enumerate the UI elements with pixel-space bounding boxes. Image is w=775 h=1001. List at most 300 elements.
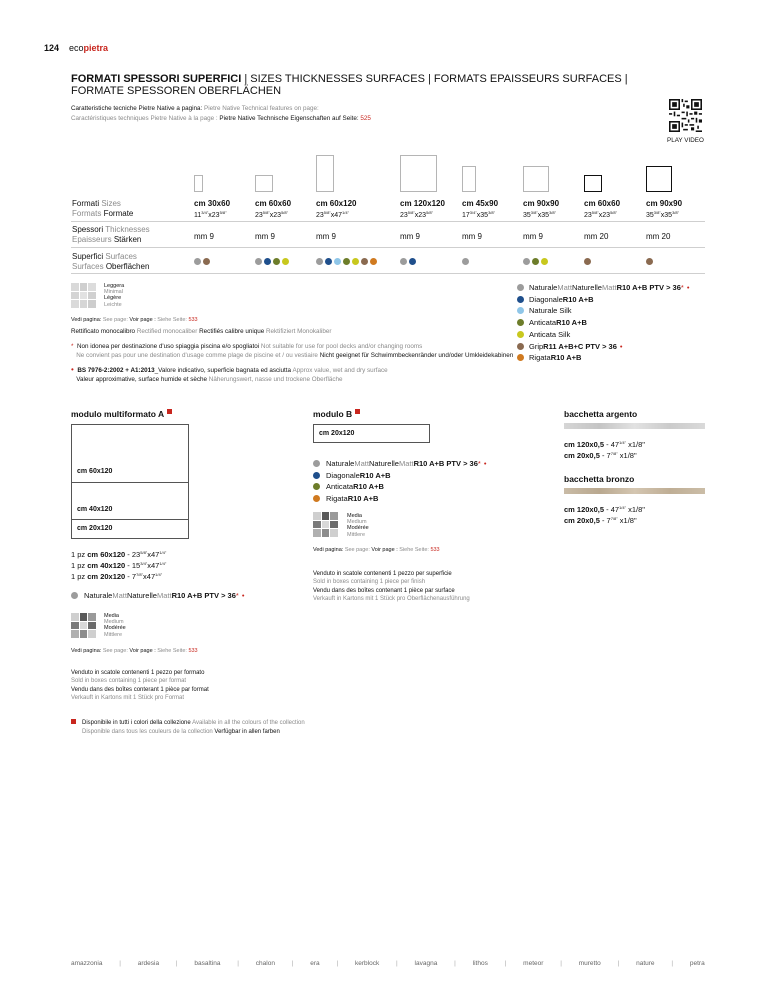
separator: | <box>560 960 562 967</box>
avail-fr: Disponible dans tous les couleurs de la collection <box>82 729 215 735</box>
finish-dots <box>462 258 469 265</box>
finish-name: Diagonale <box>326 470 360 480</box>
finish-dots <box>584 258 591 265</box>
row-label-thickness <box>72 225 150 245</box>
modulo-a-label-20x120: cm 20x120 <box>77 525 113 532</box>
color-dot-icon <box>400 258 407 265</box>
star-en: Not suitable for use for pool decks and/or changing rooms <box>260 343 423 350</box>
collection-link[interactable]: nature <box>636 960 655 967</box>
label-formati: Formati <box>72 199 100 208</box>
variation-medium-icon <box>313 512 338 537</box>
separator: | <box>454 960 456 967</box>
piece-inch: - 7 <box>125 572 137 581</box>
finish-spec: R10 A+B <box>556 318 587 328</box>
finish-name: Naturale Silk <box>529 306 572 316</box>
row-label-surfaces <box>72 252 149 272</box>
finish-name: Anticata <box>529 318 557 328</box>
tile-60x60-thick-icon <box>584 175 602 192</box>
format-inches <box>400 210 433 219</box>
bacchetta-bronzo-title: bacchetta bronzo <box>564 474 635 484</box>
sold-de: Verkauft in Kartons mit 1 Stück pro Oberflächenausführung <box>313 595 470 602</box>
star-mark: * <box>71 343 74 350</box>
piece-x: x47 <box>143 572 156 581</box>
moda-var-en: Medium <box>104 619 124 626</box>
var1-en: Minimal <box>104 289 123 296</box>
finish-en: Matt <box>557 283 572 292</box>
sold-en: Sold in boxes containing 1 piece per format <box>71 678 187 685</box>
bacchetta-frac: 7/8" <box>610 516 618 521</box>
crossref-it: Caratteristiche tecniche Pietre Native a pagina: <box>71 105 205 112</box>
inch-frac-b: 3/8" <box>488 210 496 215</box>
vedi-de: Siehe Seite: <box>155 648 189 654</box>
modulo-b-finish <box>313 482 384 491</box>
inch-a: 23 <box>584 212 592 219</box>
tile-60x60-icon <box>255 175 273 192</box>
label-superfici: Superfici <box>72 252 104 261</box>
bacchetta-cm: cm 20x0,5 <box>564 516 600 525</box>
inch-b: x23 <box>598 212 611 219</box>
format-cm: cm 45x90 <box>462 199 499 208</box>
modulo-b-finish <box>313 494 378 503</box>
piece-inch: - 23 <box>125 550 141 559</box>
finish-de: Matt <box>601 283 617 292</box>
piece-frac-1: 5/8" <box>140 550 148 555</box>
format-inches <box>194 210 227 219</box>
divider <box>71 247 705 248</box>
inch-frac-a: 3/4" <box>469 210 477 215</box>
inch-frac-a: 5/8" <box>591 210 599 215</box>
finish-name: Grip <box>529 341 544 351</box>
format-cm: cm 90x90 <box>523 199 560 208</box>
tile-90x90-thick-icon <box>646 166 672 192</box>
red-bullet-icon: • <box>71 365 74 374</box>
color-dot-icon <box>71 592 78 599</box>
color-dot-icon <box>194 258 201 265</box>
color-dot-icon <box>532 258 539 265</box>
moda-finish-star: * <box>235 591 239 600</box>
red-bullet-icon: • <box>241 591 245 600</box>
bacchetta-x: x1/8" <box>626 505 645 514</box>
vedi-page: 533 <box>188 648 198 654</box>
bacchetta-inch: - 47 <box>604 440 620 449</box>
piece-cm: cm 60x120 <box>87 550 126 559</box>
modulo-b-sold <box>313 570 470 603</box>
inch-b: x23 <box>414 212 427 219</box>
legend-item <box>517 295 594 304</box>
collection-link[interactable]: kerblock <box>355 960 380 967</box>
format-cm: cm 60x120 <box>316 199 357 208</box>
color-dot-icon <box>462 258 469 265</box>
divider <box>71 519 189 520</box>
finish-dots <box>400 258 416 265</box>
bacchetta-argento-title: bacchetta argento <box>564 409 638 419</box>
moda-var-it: Media <box>104 613 119 619</box>
color-dot-icon <box>343 258 350 265</box>
finish-spec: R10 A+B <box>359 470 391 480</box>
legend-item <box>517 283 689 292</box>
title-line2: FORMATE SPESSOREN OBERFLÄCHEN <box>71 85 282 97</box>
availability-note <box>71 719 305 737</box>
color-dot-icon <box>203 258 210 265</box>
piece-frac-2: 1/4" <box>159 561 167 566</box>
bacchetta-inch: - 47 <box>604 505 620 514</box>
format-cm: cm 60x60 <box>584 199 621 208</box>
collection-link[interactable]: lithos <box>472 960 488 967</box>
bacchetta-frac: 1/4" <box>619 440 627 445</box>
vedi-page: 533 <box>430 547 440 553</box>
color-dot-icon <box>313 472 320 479</box>
collection-link[interactable]: petra <box>689 960 705 967</box>
color-dot-icon <box>541 258 548 265</box>
piece-frac-2: 1/4" <box>155 572 163 577</box>
play-video-label[interactable]: PLAY VIDEO <box>667 137 704 144</box>
separator: | <box>671 960 674 967</box>
finish-fr: Naturelle <box>368 459 399 468</box>
format-thickness: mm 20 <box>584 232 609 241</box>
vedi-fr: Voir page : <box>371 547 398 553</box>
divider <box>71 221 705 222</box>
star-fr: Ne convient pas pour une destination d'usage comme plage de piscine et / ou vestiaire <box>76 351 320 359</box>
collection-link[interactable]: amazzonia <box>71 960 103 967</box>
bs-it: _Valore indicativo, superficie bagnata ed asciutta <box>154 367 293 374</box>
vedi-de: Siehe Seite: <box>397 547 431 553</box>
finish-star: * <box>477 459 481 468</box>
sold-de: Verkauft in Kartons mit 1 Stück pro Format <box>71 694 185 701</box>
vedi-fr: Voir page : <box>129 648 156 654</box>
variation-minimal-label <box>104 283 124 308</box>
red-bullet-icon: • <box>686 283 690 292</box>
brand-logo <box>69 43 108 53</box>
label-formate: Formate <box>103 209 134 218</box>
color-dot-icon <box>352 258 359 265</box>
sold-en: Sold in boxes containing 1 piece per finish <box>313 579 426 586</box>
finish-name: Rigata <box>529 353 551 363</box>
format-inches <box>584 210 617 219</box>
var1-it: Leggera <box>104 283 125 289</box>
color-dot-icon <box>370 258 377 265</box>
crossref-en: Pietre Native Technical features on page: <box>204 105 319 112</box>
piece-cm: cm 40x120 <box>87 561 126 570</box>
star-it: Non idonea per destinazione d'uso spiaggia piscina e/o spogliatoi <box>76 343 261 350</box>
modulo-b-title <box>313 409 360 419</box>
label-thicknesses: Thicknesses <box>105 225 150 234</box>
label-spessori: Spessori <box>72 225 104 234</box>
var1-fr: Légère <box>104 295 122 302</box>
page-title <box>71 73 671 97</box>
tile-60x120-icon <box>316 155 334 192</box>
format-thickness: mm 9 <box>194 232 214 241</box>
color-dot-icon <box>325 258 332 265</box>
separator: | <box>336 960 339 967</box>
piece-frac-2: 1/4" <box>159 550 167 555</box>
crossref-de: Pietre Native Technische Eigenschaften auf Seite: <box>219 115 361 122</box>
divider <box>71 482 189 483</box>
moda-finish-en: Matt <box>112 591 127 600</box>
format-cm: cm 60x60 <box>255 199 292 208</box>
color-dot-icon <box>255 258 262 265</box>
sold-it: Venduto in scatole contenenti 1 pezzo per superficie <box>313 571 452 577</box>
format-inches <box>523 210 556 219</box>
finish-dots <box>523 258 548 265</box>
format-cm: cm 120x120 <box>400 199 445 208</box>
inch-b: x23 <box>208 212 220 219</box>
moda-finish-spec: R10 A+B PTV > 36 <box>171 591 236 600</box>
vedi-fr: Voir page : <box>129 317 156 323</box>
inch-a: 23 <box>316 212 324 219</box>
legend-item <box>517 306 572 315</box>
separator: | <box>291 960 294 967</box>
row-label-sizes <box>72 199 133 219</box>
separator: | <box>396 960 398 967</box>
collection-link[interactable]: muretto <box>578 960 601 967</box>
rett-de: Rektifiziert Monokaliber <box>265 328 332 335</box>
bacchetta-inch: - 7 <box>599 451 611 460</box>
piece-row <box>71 548 166 559</box>
bacchetta-argento-swatch <box>564 423 705 429</box>
piece-frac-1: 3/4" <box>140 561 148 566</box>
inch-a: 11 <box>194 212 202 219</box>
format-inches <box>462 210 495 219</box>
bacchetta-cm: cm 20x0,5 <box>564 451 600 460</box>
red-bullet-icon: • <box>483 459 487 468</box>
legend-item <box>517 342 623 351</box>
label-surfaces-en: Surfaces <box>105 252 137 261</box>
inch-b: x47 <box>330 212 343 219</box>
color-dot-icon <box>517 319 524 326</box>
color-dot-icon <box>517 331 524 338</box>
collection-link[interactable]: chalon <box>255 960 275 967</box>
color-dot-icon <box>409 258 416 265</box>
inch-frac-a: 5/8" <box>262 210 270 215</box>
crossref <box>71 104 371 124</box>
vedi-page: 533 <box>188 317 198 323</box>
moda-finish-de: Matt <box>156 591 172 600</box>
sold-fr: Vendu dans des boîtes contenant 1 pièce par surface <box>313 587 455 594</box>
color-dot-icon <box>313 460 320 467</box>
page-number: 124 <box>44 43 60 53</box>
label-formats: Formats <box>72 209 102 218</box>
piece-qty: 1 pz <box>71 561 88 570</box>
avail-en: Available in all the colours of the collection <box>192 720 305 726</box>
see-page-b <box>313 546 440 555</box>
color-dot-icon <box>361 258 368 265</box>
finish-name: Rigata <box>326 493 348 503</box>
red-square-icon <box>355 409 360 414</box>
red-square-icon <box>71 719 76 724</box>
bacchetta-x: x1/8" <box>617 516 637 525</box>
inch-b: x23 <box>269 212 282 219</box>
modb-var-fr: Modérée <box>347 525 369 532</box>
collection-nav <box>71 960 705 967</box>
finish-dots <box>194 258 210 265</box>
bacchetta-frac: 1/4" <box>619 505 627 510</box>
piece-cm: cm 20x120 <box>87 572 126 581</box>
modb-var-it: Media <box>347 513 362 519</box>
color-dot-icon <box>517 343 524 350</box>
title-bold: FORMATI SPESSORI SUPERFICI <box>71 73 242 85</box>
bacchetta-inch: - 7 <box>599 516 611 525</box>
bacchetta-bronzo-rows <box>564 503 645 525</box>
format-cm: cm 30x60 <box>194 199 231 208</box>
inch-frac-a: 3/4" <box>201 210 209 215</box>
tile-30x60-icon <box>194 175 203 192</box>
bacchetta-bronzo-swatch <box>564 488 705 494</box>
collection-link[interactable]: lavagna <box>414 960 438 967</box>
modulo-b-label: cm 20x120 <box>319 430 355 437</box>
modulo-a-title-text: modulo multiformato A <box>71 409 165 419</box>
finish-fr: Naturelle <box>571 283 602 292</box>
finish-spec: R10 A+B <box>347 493 379 503</box>
qr-code-icon[interactable] <box>669 99 702 132</box>
color-dot-icon <box>584 258 591 265</box>
inch-a: 35 <box>523 212 531 219</box>
color-dot-icon <box>517 307 524 314</box>
color-dot-icon <box>282 258 289 265</box>
variation-medium-label <box>104 613 126 638</box>
inch-frac-b: 5/8" <box>281 210 289 215</box>
collection-link[interactable]: era <box>310 960 320 967</box>
legend-item <box>517 353 581 362</box>
bacchetta-argento-rows <box>564 438 645 460</box>
finish-name: Anticata <box>326 482 354 491</box>
finish-dots <box>316 258 377 265</box>
format-thickness: mm 9 <box>255 232 275 241</box>
moda-var-fr: Modérée <box>104 625 126 632</box>
tile-90x90-icon <box>523 166 549 192</box>
inch-frac-a: 5/8" <box>323 210 331 215</box>
avail-de: Verfügbar in allen farben <box>214 729 280 735</box>
rectified-note <box>71 328 331 337</box>
inch-frac-b: 5/8" <box>426 210 434 215</box>
inch-frac-a: 3/8" <box>530 210 538 215</box>
label-sizes: Sizes <box>101 199 121 208</box>
avail-it: Disponibile in tutti i colori della collezione <box>82 720 193 726</box>
inch-b: x35 <box>537 212 550 219</box>
variation-medium-icon <box>71 613 96 638</box>
red-bullet-icon: • <box>619 341 623 351</box>
inch-a: 17 <box>462 212 470 219</box>
piece-inch: - 15 <box>125 561 141 570</box>
collection-link[interactable]: basaltina <box>194 960 221 967</box>
collection-link[interactable]: meteor <box>523 960 544 967</box>
format-cm: cm 90x90 <box>646 199 683 208</box>
modulo-b-finish <box>313 471 391 480</box>
modulo-a-finish <box>71 591 244 600</box>
moda-finish-fr: Naturelle <box>126 591 157 600</box>
red-square-icon <box>167 409 172 414</box>
title-rest: | SIZES THICKNESSES SURFACES | FORMATS EPAISSEURS SURFACES | <box>241 73 628 85</box>
finish-dots <box>255 258 289 265</box>
modulo-b-finish <box>313 459 486 468</box>
format-inches <box>255 210 288 219</box>
bacchetta-x: x1/8" <box>626 440 645 449</box>
vedi-it: Vedi pagina: <box>71 317 103 323</box>
finish-en: Matt <box>354 459 369 468</box>
piece-qty: 1 pz <box>71 572 88 581</box>
inch-frac-b: 1/4" <box>342 210 350 215</box>
moda-var-de: Mittlere <box>104 631 123 638</box>
sold-it: Venduto in scatole contenenti 1 pezzo per formato <box>71 670 205 676</box>
crossref-page: 525 <box>360 115 371 122</box>
crossref-fr: Caractéristiques techniques Pietre Native à la page : <box>71 115 220 122</box>
bacchetta-cm: cm 120x0,5 <box>564 440 605 449</box>
label-surfaces-fr: Surfaces <box>72 262 104 271</box>
vedi-de: Siehe Seite: <box>155 317 189 323</box>
color-dot-icon <box>646 258 653 265</box>
brand-suffix: pietra <box>83 43 109 53</box>
star-note <box>71 343 513 360</box>
bacchetta-cm: cm 120x0,5 <box>564 505 605 514</box>
star-de: Nicht geeignet für Schwimmbeckenränder und/oder Umkleidekabinen <box>319 351 514 359</box>
color-dot-icon <box>313 483 320 490</box>
label-oberflaechen: Oberflächen <box>105 262 150 271</box>
color-dot-icon <box>313 495 320 502</box>
piece-frac-1: 7/8" <box>136 572 144 577</box>
variation-minimal-icon <box>71 283 96 308</box>
bacchetta-frac: 7/8" <box>610 451 618 456</box>
divider <box>71 273 705 274</box>
moda-finish-it: Naturale <box>84 591 113 600</box>
color-dot-icon <box>264 258 271 265</box>
finish-dots <box>646 258 653 265</box>
finish-spec: R11 A+B+C PTV > 36 <box>543 341 617 351</box>
modulo-a-label-40x120: cm 40x120 <box>77 506 113 513</box>
bs-fr: Valeur approximative, surface humide et sèche <box>76 375 209 383</box>
rett-it: Rettificato monocalibro <box>71 328 137 335</box>
modb-var-en: Medium <box>347 519 367 526</box>
bacchetta-row <box>564 449 645 460</box>
tile-45x90-icon <box>462 166 476 192</box>
vedi-en: See page: <box>102 648 130 654</box>
finish-spec: R10 A+B <box>550 353 582 363</box>
brand-prefix: eco <box>69 43 84 53</box>
finish-spec: R10 A+B <box>562 294 594 304</box>
label-epaisseurs: Epaisseurs <box>72 235 112 244</box>
collection-link[interactable]: ardesia <box>137 960 160 967</box>
format-thickness: mm 20 <box>646 232 671 241</box>
piece-x: x47 <box>147 550 160 559</box>
finish-name: Naturale <box>326 459 355 468</box>
format-thickness: mm 9 <box>400 232 420 241</box>
see-page-a <box>71 647 198 656</box>
separator: | <box>119 960 121 967</box>
finish-spec: R10 A+B PTV > 36 <box>616 283 681 292</box>
finish-name: Naturale <box>529 283 558 292</box>
bs-en: Approx value, wet and dry surface <box>292 367 388 374</box>
finish-spec: R10 A+B <box>353 482 384 491</box>
bacchetta-x: x1/8" <box>617 451 637 460</box>
modb-var-de: Mittlere <box>347 531 366 538</box>
piece-row <box>71 559 166 570</box>
inch-frac-b: 5/8" <box>219 210 227 215</box>
rett-en: Rectified monocaliber <box>136 328 200 335</box>
finish-spec: R10 A+B PTV > 36 <box>413 459 478 468</box>
legend-item <box>517 330 570 339</box>
inch-frac-b: 5/8" <box>610 210 618 215</box>
bs-bold: BS 7976-2:2002 + A1:2013 <box>77 367 155 374</box>
vedi-it: Vedi pagina: <box>313 547 345 553</box>
bacchetta-row <box>564 514 645 525</box>
color-dot-icon <box>273 258 280 265</box>
inch-a: 23 <box>255 212 263 219</box>
modulo-a-title <box>71 409 172 419</box>
inch-frac-a: 5/8" <box>407 210 415 215</box>
modulo-a-pieces <box>71 548 166 581</box>
finish-name: Anticata Silk <box>529 329 571 339</box>
separator: | <box>237 960 239 967</box>
color-dot-icon <box>517 354 524 361</box>
color-dot-icon <box>517 296 524 303</box>
